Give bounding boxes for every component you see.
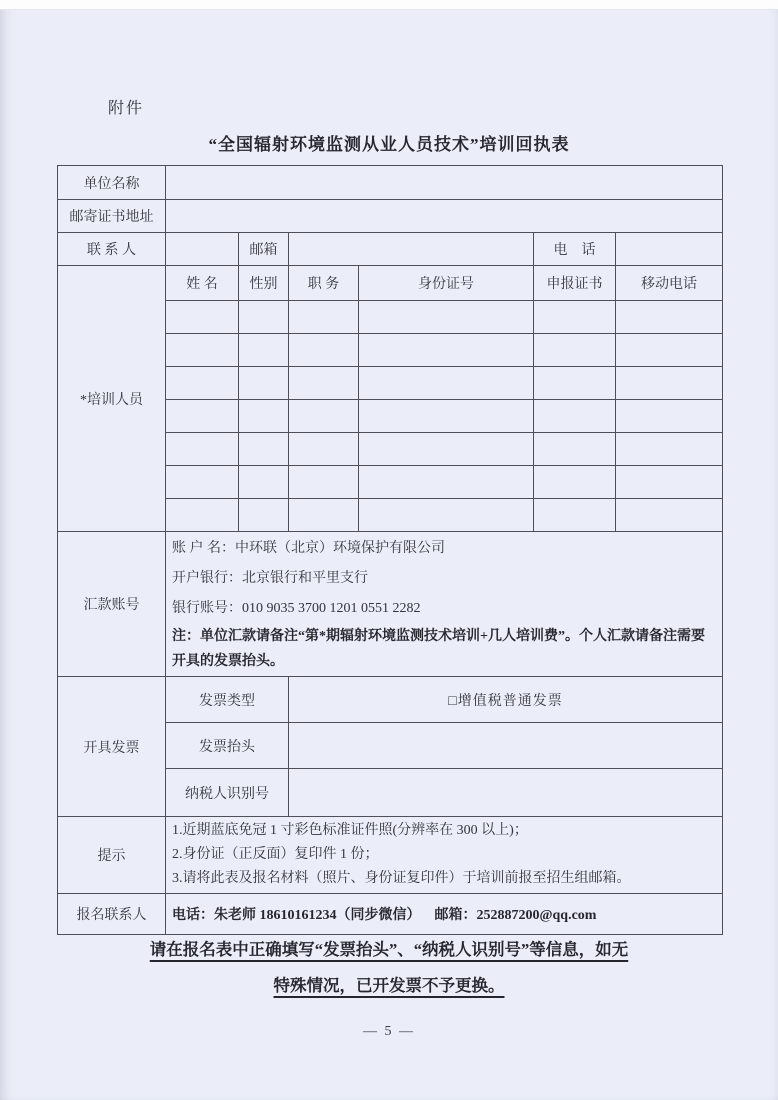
trainee-empty-cell — [289, 499, 359, 532]
trainee-empty-cell — [359, 400, 534, 433]
trainee-empty-cell — [534, 301, 616, 334]
unit-name-row — [58, 166, 723, 200]
mailing-address-value-cell — [166, 200, 723, 233]
contact-person-value-cell — [166, 233, 239, 266]
trainee-col-gender: 性别 — [239, 266, 289, 301]
trainee-empty-cell — [359, 301, 534, 334]
trainee-empty-cell — [289, 334, 359, 367]
trainee-empty-cell — [359, 499, 534, 532]
trainee-empty-cell — [166, 400, 239, 433]
scan-top-edge — [0, 0, 778, 10]
trainee-empty-cell — [166, 433, 239, 466]
trainee-empty-cell — [289, 466, 359, 499]
unit-name-value-cell — [166, 166, 723, 200]
trainee-empty-cell — [359, 367, 534, 400]
footer-notice-line-1: 请在报名表中正确填写“发票抬头”、“纳税人识别号”等信息，如无 — [149, 940, 629, 959]
trainee-empty-cell — [166, 334, 239, 367]
trainee-empty-cell — [359, 433, 534, 466]
footer-notice — [0, 932, 778, 1004]
registration-contact-value: 电话：朱老师 18610161234（同步微信） 邮箱：252887200@qq.com — [166, 894, 723, 935]
trainee-empty-cell — [359, 466, 534, 499]
trainee-header-row — [58, 266, 723, 301]
tips-content-cell — [166, 817, 723, 894]
remittance-content-cell — [166, 532, 723, 677]
training-receipt-form-table — [57, 165, 723, 935]
trainee-col-name: 姓 名 — [166, 266, 239, 301]
trainee-empty-cell — [166, 466, 239, 499]
trainee-col-id-number: 身份证号 — [359, 266, 534, 301]
registration-contact-row — [58, 894, 723, 935]
attachment-label: 附件 — [108, 100, 145, 117]
trainee-empty-cell — [289, 400, 359, 433]
trainee-empty-cell — [239, 433, 289, 466]
trainee-empty-cell — [616, 367, 723, 400]
contact-person-row — [58, 233, 723, 266]
trainee-empty-cell — [616, 301, 723, 334]
trainee-empty-cell — [166, 499, 239, 532]
invoice-title-label: 发票抬头 — [166, 723, 289, 769]
trainee-col-mobile: 移动电话 — [616, 266, 723, 301]
tips-label: 提示 — [58, 817, 166, 894]
tip-item-3: 3.请将此表及报名材料（照片、身份证复印件）于培训前报至招生组邮箱。 — [172, 871, 631, 886]
invoice-type-label: 发票类型 — [166, 677, 289, 723]
invoice-label: 开具发票 — [58, 677, 166, 817]
trainee-empty-cell — [534, 400, 616, 433]
invoice-tax-id-value-cell — [289, 769, 723, 817]
trainee-empty-cell — [239, 466, 289, 499]
trainee-empty-cell — [616, 400, 723, 433]
trainee-empty-cell — [289, 301, 359, 334]
trainee-empty-cell — [534, 433, 616, 466]
phone-value-cell — [616, 233, 723, 266]
trainee-empty-cell — [534, 466, 616, 499]
email-label: 邮箱 — [239, 233, 289, 266]
footer-notice-line-2: 特殊情况，已开发票不予更换。 — [273, 976, 505, 995]
tip-item-2: 2.身份证（正反面）复印件 1 份； — [172, 847, 379, 862]
remittance-note: 注：单位汇款请备注“第*期辐射环境监测技术培训+几人培训费”。个人汇款请备注需要开具的发票抬头。 — [172, 629, 705, 669]
remittance-label: 汇款账号 — [58, 532, 166, 677]
trainee-empty-cell — [239, 499, 289, 532]
trainee-empty-cell — [534, 367, 616, 400]
trainee-empty-cell — [289, 433, 359, 466]
trainee-empty-cell — [166, 301, 239, 334]
page-title: “全国辐射环境监测从业人员技术”培训回执表 — [208, 135, 570, 154]
registration-contact-label: 报名联系人 — [58, 894, 166, 935]
remittance-bank: 开户银行：北京银行和平里支行 — [172, 571, 368, 586]
invoice-type-row — [58, 677, 723, 723]
email-value-cell — [289, 233, 534, 266]
mailing-address-row — [58, 200, 723, 233]
remittance-row — [58, 532, 723, 677]
trainee-empty-cell — [239, 367, 289, 400]
trainee-empty-cell — [166, 367, 239, 400]
remittance-account-number: 银行账号：010 9035 3700 1201 0551 2282 — [172, 601, 421, 616]
invoice-tax-id-label: 纳税人识别号 — [166, 769, 289, 817]
trainee-empty-cell — [239, 400, 289, 433]
mailing-address-label: 邮寄证书地址 — [58, 200, 166, 233]
unit-name-label: 单位名称 — [58, 166, 166, 200]
trainee-empty-cell — [616, 499, 723, 532]
trainee-empty-cell — [616, 433, 723, 466]
trainee-empty-cell — [616, 334, 723, 367]
trainees-label: *培训人员 — [58, 266, 166, 532]
trainee-empty-cell — [239, 334, 289, 367]
tip-item-1: 1.近期蓝底免冠 1 寸彩色标准证件照(分辨率在 300 以上)； — [172, 823, 528, 838]
invoice-title-value-cell — [289, 723, 723, 769]
phone-label: 电 话 — [534, 233, 616, 266]
trainee-empty-cell — [289, 367, 359, 400]
remittance-account-name: 账 户 名：中环联（北京）环境保护有限公司 — [172, 541, 445, 556]
tips-row — [58, 817, 723, 894]
page-number: — 5 — — [363, 1024, 415, 1039]
trainee-empty-cell — [359, 334, 534, 367]
invoice-type-value: □增值税普通发票 — [289, 677, 723, 723]
trainee-empty-cell — [534, 499, 616, 532]
trainee-col-position: 职 务 — [289, 266, 359, 301]
trainee-empty-cell — [239, 301, 289, 334]
contact-person-label: 联 系 人 — [58, 233, 166, 266]
trainee-col-certificate: 申报证书 — [534, 266, 616, 301]
trainee-empty-cell — [616, 466, 723, 499]
trainee-empty-cell — [534, 334, 616, 367]
